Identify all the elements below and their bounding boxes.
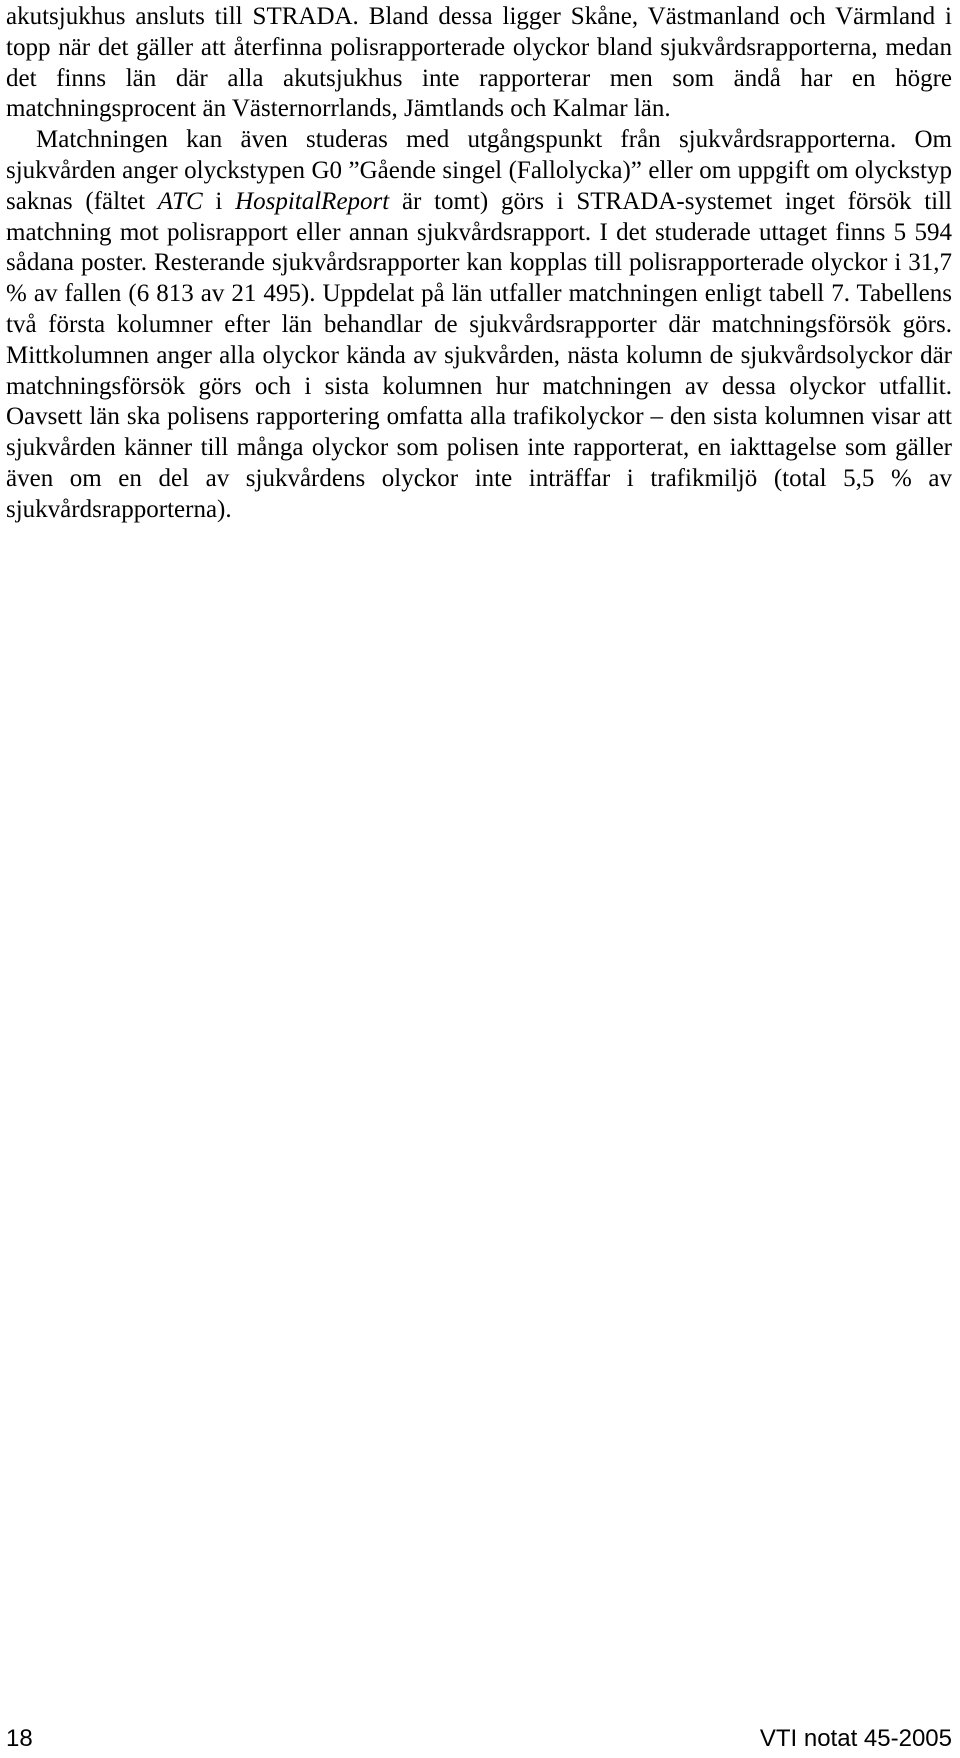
page-number: 18 <box>6 1725 33 1752</box>
body-text <box>6 2 952 526</box>
page-footer <box>6 1723 952 1755</box>
paragraph-text: Matchningen kan även studeras med utgångspunkt från sjukvårdsrapporterna. Om sjukvården anger olyckstypen G0 ”Gående singel (Fallolycka)” eller om uppgift om olyckstyp saknas (fältet <box>6 126 952 215</box>
report-id: VTI notat 45-2005 <box>759 1725 952 1752</box>
paragraph-text: i <box>202 187 236 215</box>
paragraph <box>6 125 952 525</box>
paragraph-text: är tomt) görs i STRADA-systemet inget försök till matchning mot polisrapport eller annan sjukvårdsrapport. I det studerade uttaget finns 5 594 sådana poster. Resterande sjukvårdsrapporter kan kopplas till polisrapporterade olyckor i 31,7 % av fallen (6 813 av 21 495). Uppdelat på län utfaller matchningen enligt tabell 7. Tabellens två första kolumner efter län behandlar de sjukvårdsrapporter där matchningsförsök görs. Mittkolumnen anger alla olyckor kända av sjukvården, nästa kolumn de sjukvårdsolyckor där matchningsförsök görs och i sista kolumnen hur matchningen av dessa olyckor utfallit. Oavsett län ska polisens rapportering omfatta alla trafikolyckor – den sista kolumnen visar att sjukvården känner till många olyckor som polisen inte rapporterat, en iakttagelse som gäller även om en del av sjukvårdens olyckor inte inträffar i trafikmiljö (total 5,5 % av sjukvårdsrapporterna). <box>6 187 952 523</box>
table-name: HospitalReport <box>235 187 390 215</box>
field-name: ATC <box>157 187 203 215</box>
paragraph: akutsjukhus ansluts till STRADA. Bland dessa ligger Skåne, Västmanland och Värmland i topp när det gäller att återfinna polisrapporterade olyckor bland sjukvårdsrapporterna, medan det finns län där alla akutsjukhus inte rapporterar men som ändå har en högre matchningsprocent än Västernorrlands, Jämtlands och Kalmar län. <box>6 3 952 123</box>
